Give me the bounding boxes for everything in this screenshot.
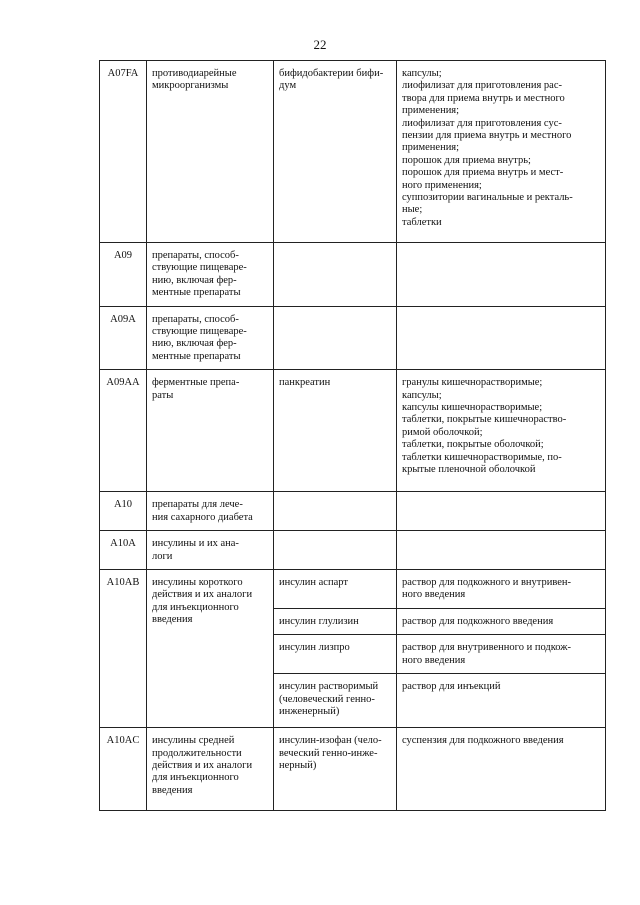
drug-name-cell bbox=[274, 61, 397, 243]
atc-code-cell: A10AB bbox=[100, 570, 147, 728]
group-text-line: противодиарейные bbox=[152, 68, 237, 79]
dosage-form-line: ного применения; bbox=[402, 179, 482, 191]
drug-name-cell bbox=[274, 370, 397, 492]
drug-name-line: дум bbox=[279, 80, 297, 92]
drug-name-cell bbox=[274, 570, 397, 609]
dosage-form-cell bbox=[397, 61, 606, 243]
drug-name-line: инженерный) bbox=[279, 705, 340, 717]
dosage-form-line: применения; bbox=[402, 105, 460, 117]
group-text-line: нию, включая фер- bbox=[152, 338, 237, 350]
drug-name-cell bbox=[274, 674, 397, 728]
dosage-form-line: твора для приема внутрь и местного bbox=[402, 92, 565, 104]
dosage-form-line: гранулы кишечнорастворимые; bbox=[402, 377, 543, 389]
pharmacological-group-cell bbox=[147, 306, 274, 370]
dosage-form-line: суппозитории вагинальные и ректаль- bbox=[402, 192, 573, 204]
pharmacological-group-cell bbox=[147, 728, 274, 811]
dosage-form-cell bbox=[397, 674, 606, 728]
table-row bbox=[100, 370, 606, 492]
group-text-line: микроорганизмы bbox=[152, 80, 229, 92]
atc-code-cell: A07FA bbox=[100, 61, 147, 243]
pharmacological-group-cell bbox=[147, 570, 274, 728]
dosage-form-line: раствор для подкожного и внутривен- bbox=[402, 577, 572, 589]
dosage-form-line: раствор для инъекций bbox=[402, 681, 501, 693]
table-row bbox=[100, 306, 606, 370]
drug-name-line: инсулин-изофан (чело- bbox=[279, 735, 382, 747]
group-text-line: ствующие пищеваре- bbox=[152, 262, 247, 274]
dosage-form-line: ные; bbox=[402, 204, 423, 216]
group-text-line: инсулины и их ана- bbox=[152, 538, 239, 550]
drug-name-cell bbox=[274, 608, 397, 634]
dosage-form-line: таблетки кишечнорастворимые, по- bbox=[402, 451, 562, 463]
group-text-line: ния сахарного диабета bbox=[152, 511, 253, 523]
table-row bbox=[100, 570, 606, 609]
drug-name-line: нерный) bbox=[279, 759, 317, 771]
group-text-line: действия и их аналоги bbox=[152, 759, 253, 771]
dosage-form-line: римой оболочкой; bbox=[402, 426, 483, 438]
pharmacological-group-cell bbox=[147, 61, 274, 243]
table-row bbox=[100, 728, 606, 811]
group-text-line: продолжительности bbox=[152, 747, 242, 759]
atc-code-cell: A10AC bbox=[100, 728, 147, 811]
group-text-line: действия и их аналоги bbox=[152, 589, 253, 601]
dosage-form-cell bbox=[397, 243, 606, 307]
group-text-line: введения bbox=[152, 784, 193, 796]
group-text-line: инсулины короткого bbox=[152, 577, 243, 589]
group-text-line: инсулины средней bbox=[152, 735, 235, 747]
group-text-line: логи bbox=[152, 550, 173, 562]
dosage-form-cell bbox=[397, 728, 606, 811]
dosage-form-line: раствор для подкожного введения bbox=[402, 615, 554, 627]
dosage-form-cell bbox=[397, 608, 606, 634]
atc-code-cell: A09AA bbox=[100, 370, 147, 492]
group-text-line: ментные препараты bbox=[152, 350, 241, 362]
drug-name-cell bbox=[274, 492, 397, 531]
dosage-form-line: капсулы; bbox=[402, 389, 442, 401]
drug-name-line: инсулин лизпро bbox=[279, 642, 350, 654]
dosage-form-line: раствор для внутривенного и подкож- bbox=[402, 642, 572, 654]
pharmacological-group-cell bbox=[147, 370, 274, 492]
pharmacological-group-cell bbox=[147, 492, 274, 531]
atc-code-cell: A10 bbox=[100, 492, 147, 531]
dosage-form-cell bbox=[397, 570, 606, 609]
table-row bbox=[100, 61, 606, 243]
group-text-line: препараты, способ- bbox=[152, 250, 239, 261]
dosage-form-line: пензии для приема внутрь и местного bbox=[402, 130, 572, 142]
atc-code-cell: A10A bbox=[100, 531, 147, 570]
drug-name-line: инсулин аспарт bbox=[279, 577, 348, 589]
group-text-line: нию, включая фер- bbox=[152, 274, 237, 286]
drug-name-cell bbox=[274, 243, 397, 307]
atc-code-cell: A09A bbox=[100, 306, 147, 370]
table-row bbox=[100, 531, 606, 570]
drug-classification-table bbox=[99, 60, 606, 811]
drug-name-line: инсулин растворимый bbox=[279, 681, 379, 693]
dosage-form-line: таблетки, покрытые оболочкой; bbox=[402, 439, 544, 451]
dosage-form-line: ного введения bbox=[402, 589, 466, 601]
dosage-form-line: порошок для приема внутрь; bbox=[402, 154, 531, 166]
drug-name-line: (человеческий генно- bbox=[279, 693, 375, 705]
drug-name-cell bbox=[274, 635, 397, 674]
dosage-form-line: суспензия для подкожного введения bbox=[402, 735, 564, 747]
dosage-form-line: лиофилизат для приготовления сус- bbox=[402, 117, 562, 129]
dosage-form-line: ного введения bbox=[402, 654, 466, 666]
dosage-form-line: порошок для приема внутрь и мест- bbox=[402, 167, 564, 179]
drug-name-line: бифидобактерии бифи- bbox=[279, 68, 384, 79]
table-row bbox=[100, 492, 606, 531]
drug-name-cell bbox=[274, 728, 397, 811]
page-number: 22 bbox=[313, 37, 327, 52]
dosage-form-line: таблетки, покрытые кишечнораство- bbox=[402, 414, 567, 426]
dosage-form-cell bbox=[397, 370, 606, 492]
dosage-form-line: крытые пленочной оболочкой bbox=[402, 464, 536, 476]
dosage-form-line: лиофилизат для приготовления рас- bbox=[402, 80, 563, 92]
group-text-line: ферментные препа- bbox=[152, 377, 240, 389]
table-row bbox=[100, 243, 606, 307]
dosage-form-line: применения; bbox=[402, 142, 460, 154]
group-text-line: ментные препараты bbox=[152, 287, 241, 299]
group-text-line: ствующие пищеваре- bbox=[152, 326, 247, 338]
dosage-form-line: капсулы; bbox=[402, 68, 442, 79]
group-text-line: введения bbox=[152, 614, 193, 626]
pharmacological-group-cell bbox=[147, 531, 274, 570]
drug-name-line: панкреатин bbox=[279, 377, 331, 389]
drug-name-cell bbox=[274, 531, 397, 570]
group-text-line: для инъекционного bbox=[152, 601, 239, 613]
dosage-form-cell bbox=[397, 492, 606, 531]
drug-name-line: веческий генно-инже- bbox=[279, 747, 378, 759]
drug-name-cell bbox=[274, 306, 397, 370]
dosage-form-cell bbox=[397, 306, 606, 370]
pharmacological-group-cell bbox=[147, 243, 274, 307]
atc-code-cell: A09 bbox=[100, 243, 147, 307]
dosage-form-line: капсулы кишечнорастворимые; bbox=[402, 402, 543, 414]
group-text-line: для инъекционного bbox=[152, 772, 239, 784]
dosage-form-line: таблетки bbox=[402, 216, 442, 228]
dosage-form-cell bbox=[397, 531, 606, 570]
dosage-form-cell bbox=[397, 635, 606, 674]
group-text-line: препараты, способ- bbox=[152, 313, 239, 325]
group-text-line: раты bbox=[152, 389, 174, 401]
drug-name-line: инсулин глулизин bbox=[279, 615, 359, 627]
group-text-line: препараты для лече- bbox=[152, 499, 243, 511]
